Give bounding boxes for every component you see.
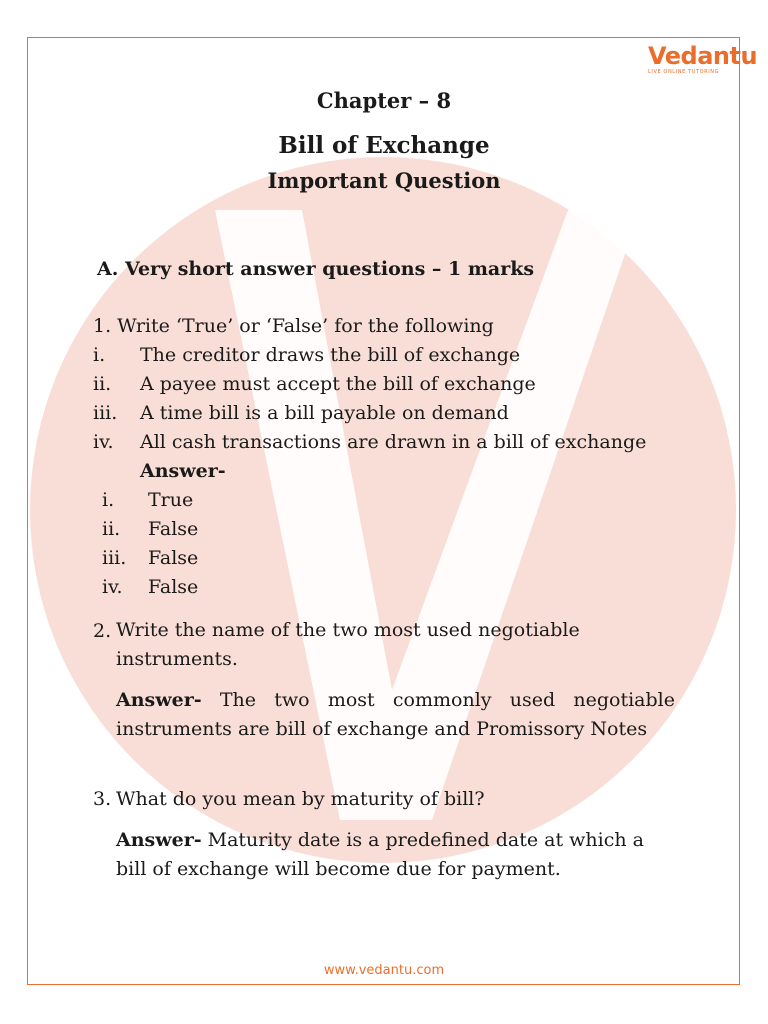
q1-item-num: iii.	[93, 402, 118, 424]
logo-name: Vedantu	[648, 42, 758, 70]
q1-item-num: iv.	[93, 431, 114, 453]
page-subtitle: Important Question	[267, 168, 501, 193]
footer-url: www.vedantu.com	[323, 963, 445, 978]
question-3: What do you mean by maturity of bill?	[116, 788, 485, 810]
q1-item-text: All cash transactions are drawn in a bill of exchange	[140, 431, 647, 453]
q1-answer-text: False	[148, 518, 199, 540]
q1-answer-num: iv.	[102, 576, 123, 598]
answer-label: Answer-	[116, 829, 202, 851]
answer-label: Answer-	[140, 460, 226, 482]
answer-2	[116, 686, 675, 744]
vedantu-logo	[648, 42, 758, 75]
answer-3	[116, 826, 676, 884]
q1-item-text: A payee must accept the bill of exchange	[140, 373, 536, 395]
answer-label: Answer-	[116, 689, 202, 711]
page-title: Bill of Exchange	[278, 132, 490, 159]
q1-answer-text: False	[148, 547, 199, 569]
q1-item-num: ii.	[93, 373, 112, 395]
q1-answer-text: True	[148, 489, 194, 511]
section-heading: A. Very short answer questions – 1 marks	[97, 258, 535, 280]
answer-text: The two most commonly used negotiable instruments are bill of exchange and Promissory Notes	[116, 689, 675, 740]
question-number: 3.	[93, 788, 112, 810]
logo-tagline: LIVE ONLINE TUTORING	[648, 69, 720, 75]
q1-answer-num: i.	[102, 489, 115, 511]
q1-answer-num: iii.	[102, 547, 127, 569]
question-1: 1. Write ‘True’ or ‘False’ for the following	[93, 315, 494, 337]
q1-item-text: A time bill is a bill payable on demand	[140, 402, 509, 424]
q1-item-text: The creditor draws the bill of exchange	[140, 344, 521, 366]
answer-text: Maturity date is a predefined date at which a bill of exchange will become due for payment.	[116, 829, 644, 880]
q1-answer-text: False	[148, 576, 199, 598]
q1-answer-num: ii.	[102, 518, 121, 540]
chapter-heading: Chapter – 8	[316, 88, 452, 113]
q1-item-num: i.	[93, 344, 106, 366]
question-number: 2.	[93, 620, 112, 642]
question-2: Write the name of the two most used negotiable instruments.	[116, 619, 580, 670]
